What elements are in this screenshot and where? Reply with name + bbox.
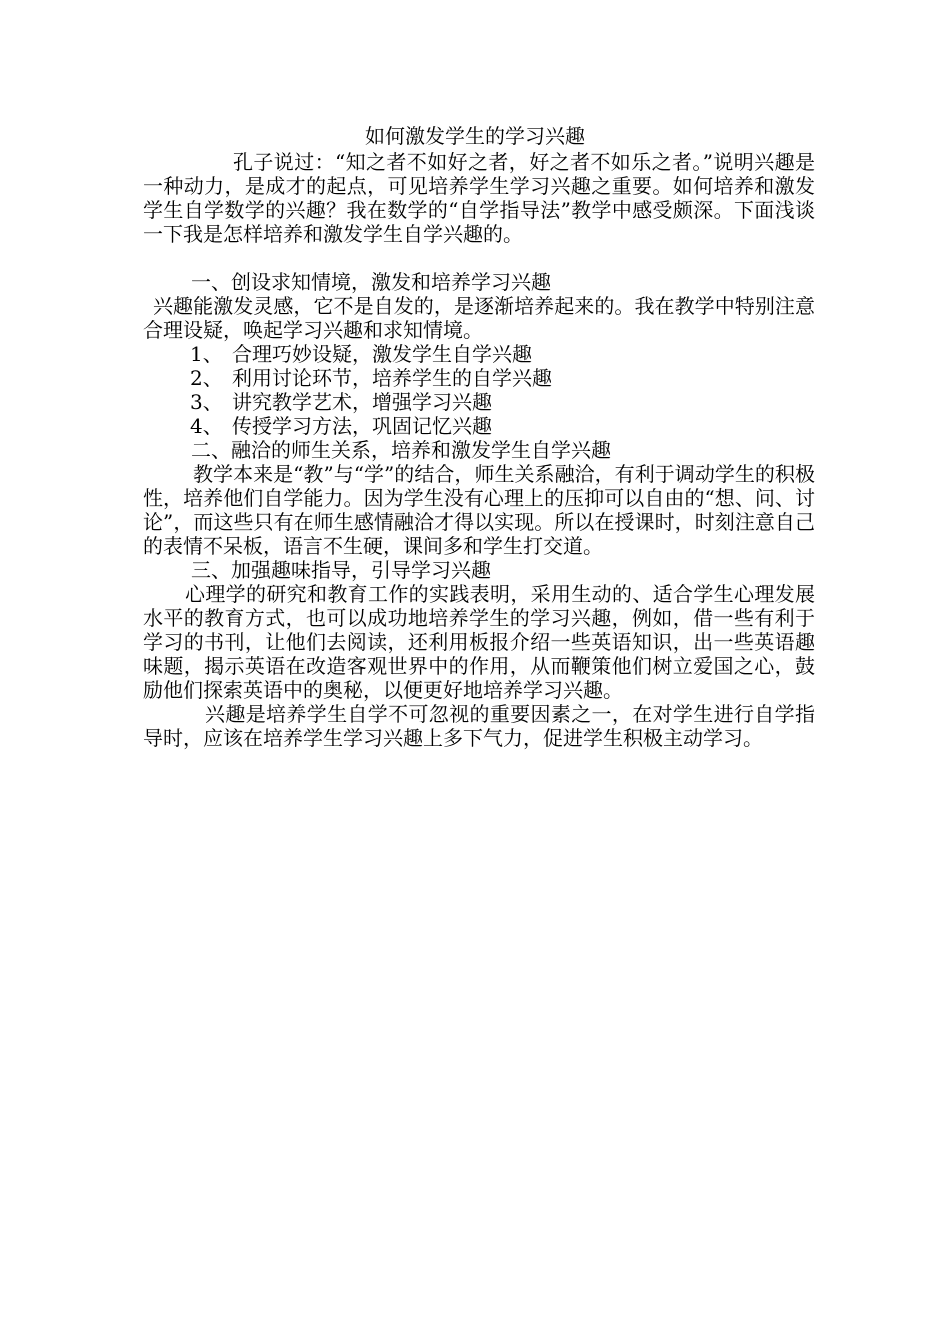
section3-heading: 三、加强趣味指导，引导学习兴趣 [191,558,491,582]
section3-paragraph: 心理学的研究和教育工作的实践表明，采用生动的、适合学生心理发展水平的教育方式，也可以成功地培养学生的学习兴趣，例如，借一些有利于学习的书刊，让他们去阅读，还利用板报介绍一些英语知识，出一些英语趣味题，揭示英语在改造客观世界中的作用，从而鞭策他们树立爱国之心，鼓励他们探索英语中的奥秘，以便更好地培养学习兴趣。 [143,582,815,702]
list-item-number: 2、 [190,366,223,390]
section1-paragraph: 兴趣能激发灵感，它不是自发的，是逐渐培养起来的。我在教学中特别注意合理设疑，唤起学习兴趣和求知情境。 [143,294,815,342]
section1-heading: 一、创设求知情境，激发和培养学习兴趣 [191,270,551,294]
section2-heading: 二、融洽的师生关系，培养和激发学生自学兴趣 [191,438,611,462]
list-item-number: 4、 [190,414,223,438]
list-item [143,366,815,390]
list-item-text: 合理巧妙设疑，激发学生自学兴趣 [232,342,532,366]
list-item-text: 利用讨论环节，培养学生的自学兴趣 [232,366,552,390]
list-item-number: 3、 [190,390,223,414]
list-item-text: 讲究教学艺术，增强学习兴趣 [232,390,492,414]
list-item [143,414,815,438]
section2-paragraph: 教学本来是“教”与“学”的结合，师生关系融洽，有利于调动学生的积极性，培养他们自学能力。因为学生没有心理上的压抑可以自由的“想、问、讨论”，而这些只有在师生感情融洽才得以实现。所以在授课时，时刻注意自己的表情不呆板，语言不生硬，课间多和学生打交道。 [143,462,815,558]
list-item [143,342,815,366]
blank-line [143,246,815,270]
document-body [143,150,815,750]
list-item-number: 1、 [190,342,223,366]
list-item-text: 传授学习方法，巩固记忆兴趣 [232,414,492,438]
conclusion-paragraph: 兴趣是培养学生自学不可忽视的重要因素之一，在对学生进行自学指导时，应该在培养学生学习兴趣上多下气力，促进学生积极主动学习。 [143,702,815,750]
list-item [143,390,815,414]
document-title: 如何激发学生的学习兴趣 [365,124,585,148]
intro-paragraph: 孔子说过：“知之者不如好之者，好之者不如乐之者。”说明兴趣是一种动力，是成才的起点，可见培养学生学习兴趣之重要。如何培养和激发学生自学数学的兴趣？我在数学的“自学指导法”教学中感受颇深。下面浅谈一下我是怎样培养和激发学生自学兴趣的。 [143,150,815,246]
